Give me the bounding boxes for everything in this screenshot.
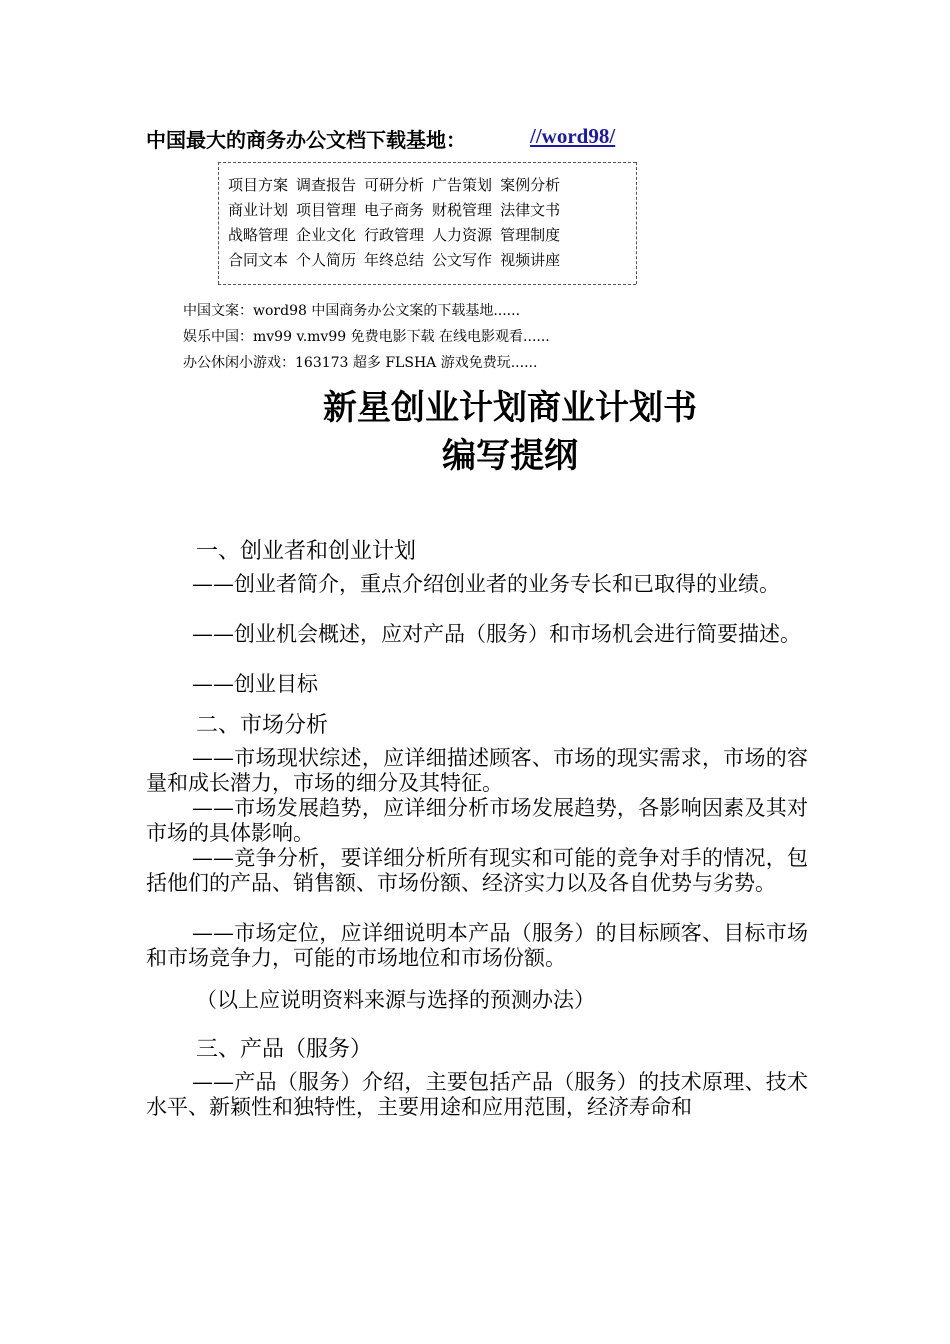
paragraph: ——创业机会概述，应对产品（服务）和市场机会进行简要描述。 [192,622,801,646]
header-line [146,124,616,153]
box-border-left [218,162,219,284]
category-item: 电子商务 [364,201,425,219]
header-text: 中国最大的商务办公文档下载基地： [146,128,466,152]
category-item: 商业计划 [228,201,289,219]
promo-line: 中国文案：word98 中国商务办公文案的下载基地...... [183,303,521,319]
category-row [228,174,568,195]
category-item: 年终总结 [364,251,425,269]
box-border-bottom [218,284,636,285]
paragraph: ——竞争分析，要详细分析所有现实和可能的竞争对手的情况，包括他们的产品、销售额、市场份额、经济实力以及各自优势与劣势。 [146,846,808,895]
category-box [218,162,636,284]
category-item: 法律文书 [500,201,561,219]
paragraph: ——市场定位，应详细说明本产品（服务）的目标顾客、目标市场和市场竞争力，可能的市场地位和市场份额。 [146,921,808,970]
section-heading: 一、创业者和创业计划 [196,539,417,564]
promo-line: 娱乐中国：mv99 v.mv99 免费电影下载 在线电影观看...... [183,329,550,345]
category-row [228,224,568,245]
category-item: 管理制度 [500,226,561,244]
category-item: 可研分析 [364,176,425,194]
document-title: 新星创业计划商业计划书 [323,388,697,428]
category-item: 合同文本 [228,251,289,269]
category-item: 视频讲座 [500,251,561,269]
category-item: 行政管理 [364,226,425,244]
category-item: 项目方案 [228,176,289,194]
category-row [228,249,568,270]
category-row [228,199,568,220]
category-item: 企业文化 [296,226,357,244]
category-item: 调查报告 [296,176,357,194]
paragraph: ——市场发展趋势，应详细分析市场发展趋势，各影响因素及其对市场的具体影响。 [146,796,808,845]
category-item: 个人简历 [296,251,357,269]
header-link[interactable]: //word98/ [530,124,616,148]
paragraph: ——市场现状综述，应详细描述顾客、市场的现实需求，市场的容量和成长潜力，市场的细分及其特征。 [146,746,808,795]
paragraph: ——创业者简介，重点介绍创业者的业务专长和已取得的业绩。 [192,572,780,596]
category-item: 案例分析 [500,176,561,194]
section-heading: 二、市场分析 [196,713,329,738]
category-item: 人力资源 [432,226,493,244]
note: （以上应说明资料来源与选择的预测办法） [196,988,595,1012]
promo-line: 办公休闲小游戏：163173 超多 FLSHA 游戏免费玩...... [183,355,538,371]
section-heading: 三、产品（服务） [196,1037,373,1062]
box-border-top [218,162,636,163]
category-item: 公文写作 [432,251,493,269]
paragraph: ——创业目标 [192,672,318,696]
category-item: 项目管理 [296,201,357,219]
paragraph: ——产品（服务）介绍，主要包括产品（服务）的技术原理、技术水平、新颖性和独特性，主要用途和应用范围，经济寿命和 [146,1070,808,1119]
category-item: 财税管理 [432,201,493,219]
category-item: 战略管理 [228,226,289,244]
box-border-right [636,162,637,284]
category-item: 广告策划 [432,176,493,194]
document-subtitle: 编写提纲 [442,436,578,476]
